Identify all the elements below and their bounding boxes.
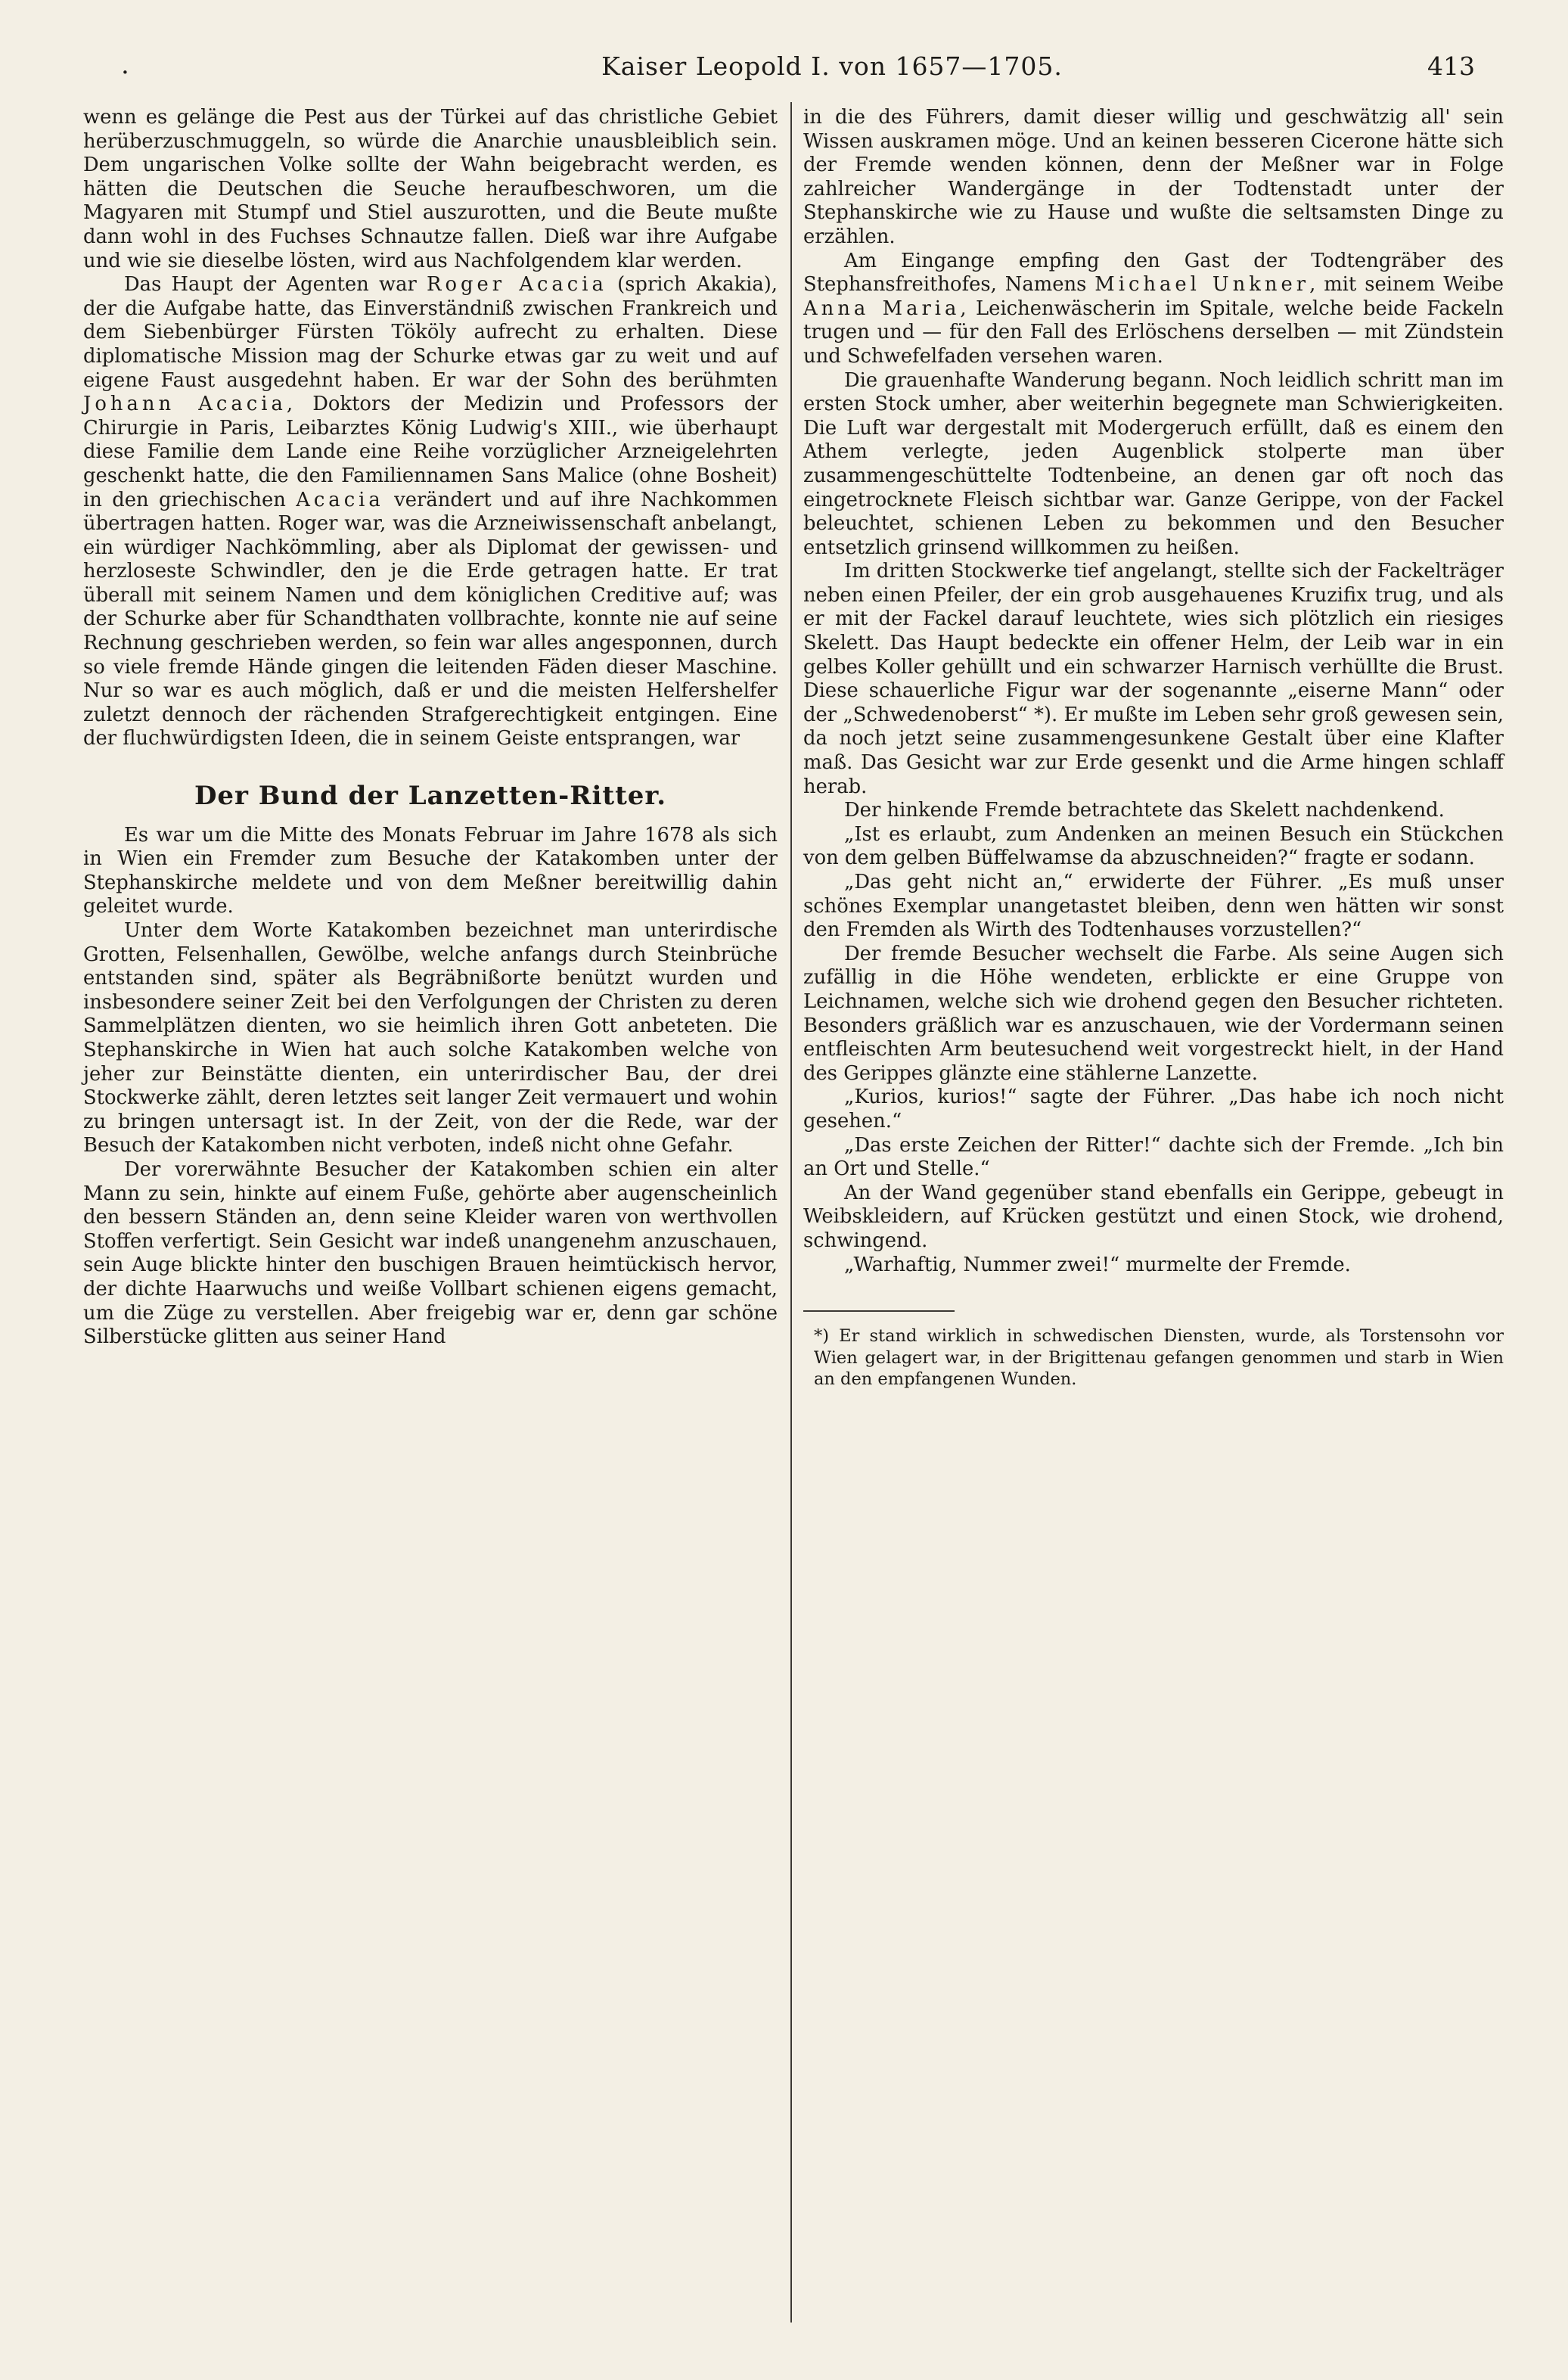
paragraph: wenn es gelänge die Pest aus der Türkei auf das christliche Gebiet herüberzuschmuggeln, so würde die Anarchie unausbleiblich sein. Dem ungarischen Volke sollte der Wahn beigebracht werden, es hätten die Deutschen die Seuche heraufbeschworen, um die Magyaren mit Stumpf und Stiel auszurotten, und die Beute mußte dann wohl in des Fuchses Schnautze fallen. Dieß war ihre Aufgabe und wie sie dieselbe lösten, wird aus Nachfolgendem klar werden. bbox=[83, 106, 778, 272]
paragraph: Der hinkende Fremde betrachtete das Skelett nachdenkend. bbox=[844, 799, 1445, 822]
person-name: Roger Acacia bbox=[427, 273, 607, 297]
paragraph: Unter dem Worte Katakomben bezeichnet man unterirdische Grotten, Felsenhallen, Gewölbe, welche anfangs durch Steinbrüche entstanden sind, später als Begräbnißorte benützt wurden und insbesondere seiner Zeit bei den Verfolgungen der Christen zu deren Sammelplätzen dienten, wo sie heimlich ihren Gott anbeteten. Die Stephanskirche in Wien hat auch solche Katakomben welche von jeher zur Beinstätte dienten, ein unterirdischer Bau, der drei Stockwerke zählt, deren letztes seit langer Zeit vermauert und wohin zu bringen untersagt ist. In der Zeit, von der die Rede, war der Besuch der Katakomben nicht verboten, indeß nicht ohne Gefahr. bbox=[83, 919, 778, 1157]
paragraph: „Kurios, kurios!“ sagte der Führer. „Das habe ich noch nicht gesehen.“ bbox=[803, 1086, 1504, 1133]
paragraph: in die des Führers, damit dieser willig und geschwätzig all' sein Wissen auskramen möge. Und an keinen besseren Cicerone hätte sich der Fremde wenden können, denn der Meßner war in Folge zahlreicher Wandergänge in der Todtenstadt unter der Stephanskirche wie zu Hause und wußte die seltsamsten Dinge zu erzählen. bbox=[803, 106, 1504, 248]
paragraph: Es war um die Mitte des Monats Februar im Jahre 1678 als sich in Wien ein Fremder zum Besuche der Katakomben unter der Stephanskirche meldete und von dem Meßner bereitwillig dahin geleitet wurde. bbox=[83, 823, 778, 918]
decorative-dot: . bbox=[121, 50, 129, 80]
right-column bbox=[803, 106, 1504, 1390]
person-name: Johann Acacia bbox=[83, 393, 287, 416]
footnote-rule bbox=[803, 1310, 955, 1312]
person-name: Acacia bbox=[296, 488, 384, 511]
paragraph: Am Eingange empfing den Gast der Todtengräber des Stephansfreithofes, Namens Michael Unkner, mit seinem Weibe Anna Maria, Leichenwäscherin im Spitale, welche beide Fackeln trugen und — für den Fall des Erlöschens derselben — mit Zündstein und Schwefelfaden versehen waren. bbox=[803, 249, 1504, 368]
paragraph: „Warhaftig, Nummer zwei!“ murmelte der Fremde. bbox=[844, 1253, 1351, 1276]
page-number: 413 bbox=[1427, 51, 1475, 81]
person-name: Michael Unkner bbox=[1094, 273, 1310, 297]
paragraph: Der vorerwähnte Besucher der Katakomben schien ein alter Mann zu sein, hinkte auf einem Fuße, gehörte aber augenscheinlich den bessern Ständen an, denn seine Kleider waren von werthvollen Stoffen verfertigt. Sein Gesicht war indeß unangenehm anzuschauen, sein Auge blickte hinter den buschigen Brauen heimtückisch hervor, der dichte Haarwuchs und weiße Vollbart schienen eigens gemacht, um die Züge zu verstellen. Aber freigebig war er, denn gar schöne Silberstücke glitten aus seiner Hand bbox=[83, 1157, 778, 1349]
paragraph: Der fremde Besucher wechselt die Farbe. Als seine Augen sich zufällig in die Höhe wendeten, erblickte er eine Gruppe von Leichnamen, welche sich wie drohend gegen den Besucher richteten. Besonders gräßlich war es anzuschauen, wie der Vordermann seinen entfleischten Arm beutesuchend weit vorgestreckt hielt, in der Hand des Gerippes glänzte eine stählerne Lanzette. bbox=[803, 942, 1504, 1085]
section-heading: Der Bund der Lanzetten-Ritter. bbox=[194, 781, 667, 812]
running-title: Kaiser Leopold I. von 1657—1705. bbox=[601, 51, 1063, 81]
paragraph: „Das geht nicht an,“ erwiderte der Führer. „Es muß unser schönes Exemplar unangetastet bleiben, denn wen hätten wir sonst den Fremden als Wirth des Todtenhauses vorzustellen?“ bbox=[803, 871, 1504, 942]
paragraph: An der Wand gegenüber stand ebenfalls ein Gerippe, gebeugt in Weibskleidern, auf Krücken gestützt und einen Stock, wie drohend, schwingend. bbox=[803, 1181, 1504, 1252]
paragraph: Die grauenhafte Wanderung begann. Noch leidlich schritt man im ersten Stock umher, aber weiterhin begegnete man Schwierigkeiten. Die Luft war dergestalt mit Modergeruch erfüllt, daß es einem den Athem verlegte, jeden Augenblick stolperte man über zusammengeschüttelte Todtenbeine, an denen gar oft noch das eingetrocknete Fleisch sichtbar war. Ganze Gerippe, von der Fackel beleuchtet, schienen Leben zu bekommen und den Besucher entsetzlich grinsend willkommen zu heißen. bbox=[803, 368, 1504, 559]
footnote: *) Er stand wirklich in schwedischen Diensten, wurde, als Torstensohn vor Wien gelagert war, in der Brigittenau gefangen genommen und starb in Wien an den empfangenen Wunden. bbox=[814, 1326, 1504, 1390]
paragraph: Im dritten Stockwerke tief angelangt, stellte sich der Fackelträger neben einen Pfeiler, der ein grob ausgehauenes Kruzifix trug, und als er mit der Fackel darauf leuchtete, wies sich plötzlich ein riesiges Skelett. Das Haupt bedeckte ein offener Helm, der Leib war in ein gelbes Koller gehüllt und ein schwarzer Harnisch verhüllte die Brust. Diese schauerliche Figur war der sogenannte „eiserne Mann“ oder der „Schwedenoberst“ *). Er mußte im Leben sehr groß gewesen sein, da noch jetzt seine zusammengesunkene Gestalt über eine Klafter maß. Das Gesicht war zur Erde gesenkt und die Arme hingen schlaff herab. bbox=[803, 560, 1504, 798]
page-header bbox=[61, 47, 1498, 85]
paragraph: „Das erste Zeichen der Ritter!“ dachte sich der Fremde. „Ich bin an Ort und Stelle.“ bbox=[803, 1133, 1504, 1181]
left-column bbox=[83, 106, 778, 1350]
paragraph: Das Haupt der Agenten war Roger Acacia (sprich Akakia), der die Aufgabe hatte, das Einverständniß zwischen Frankreich und dem Siebenbürger Fürsten Tököly aufrecht zu erhalten. Diese diplomatische Mission mag der Schurke etwas gar zu weit und auf eigene Faust ausgedehnt haben. Er war der Sohn des berühmten Johann Acacia, Doktors der Medizin und Professors der Chirurgie in Paris, Leibarztes König Ludwig's XIII., wie überhaupt diese Familie dem Lande eine Reihe vorzüglicher Arzneigelehrten geschenkt hatte, die den Familiennamen Sans Malice (ohne Bosheit) in den griechischen Acacia verändert und auf ihre Nachkommen übertragen hatten. Roger war, was die Arzneiwissenschaft anbelangt, ein würdiger Nachkömmling, aber als Diplomat der gewissen- und herzloseste Schwindler, den je die Erde getragen hatte. Er trat überall mit seinem Namen und dem königlichen Creditive auf; was der Schurke aber für Schandthaten vollbrachte, konnte nie auf seine Rechnung geschrieben werden, so fein war alles angesponnen, durch so viele fremde Hände gingen die leitenden Fäden dieser Maschine. Nur so war es auch möglich, daß er und die meisten Helfershelfer zuletzt dennoch der rächenden Strafgerechtigkeit entgingen. Eine der fluchwürdigsten Ideen, die in seinem Geiste entsprangen, war bbox=[83, 273, 778, 750]
paragraph: „Ist es erlaubt, zum Andenken an meinen Besuch ein Stückchen von dem gelben Büffelwamse da abzuschneiden?“ fragte er sodann. bbox=[803, 822, 1504, 870]
column-divider bbox=[790, 102, 792, 2323]
person-name: Anna Maria bbox=[803, 297, 961, 320]
